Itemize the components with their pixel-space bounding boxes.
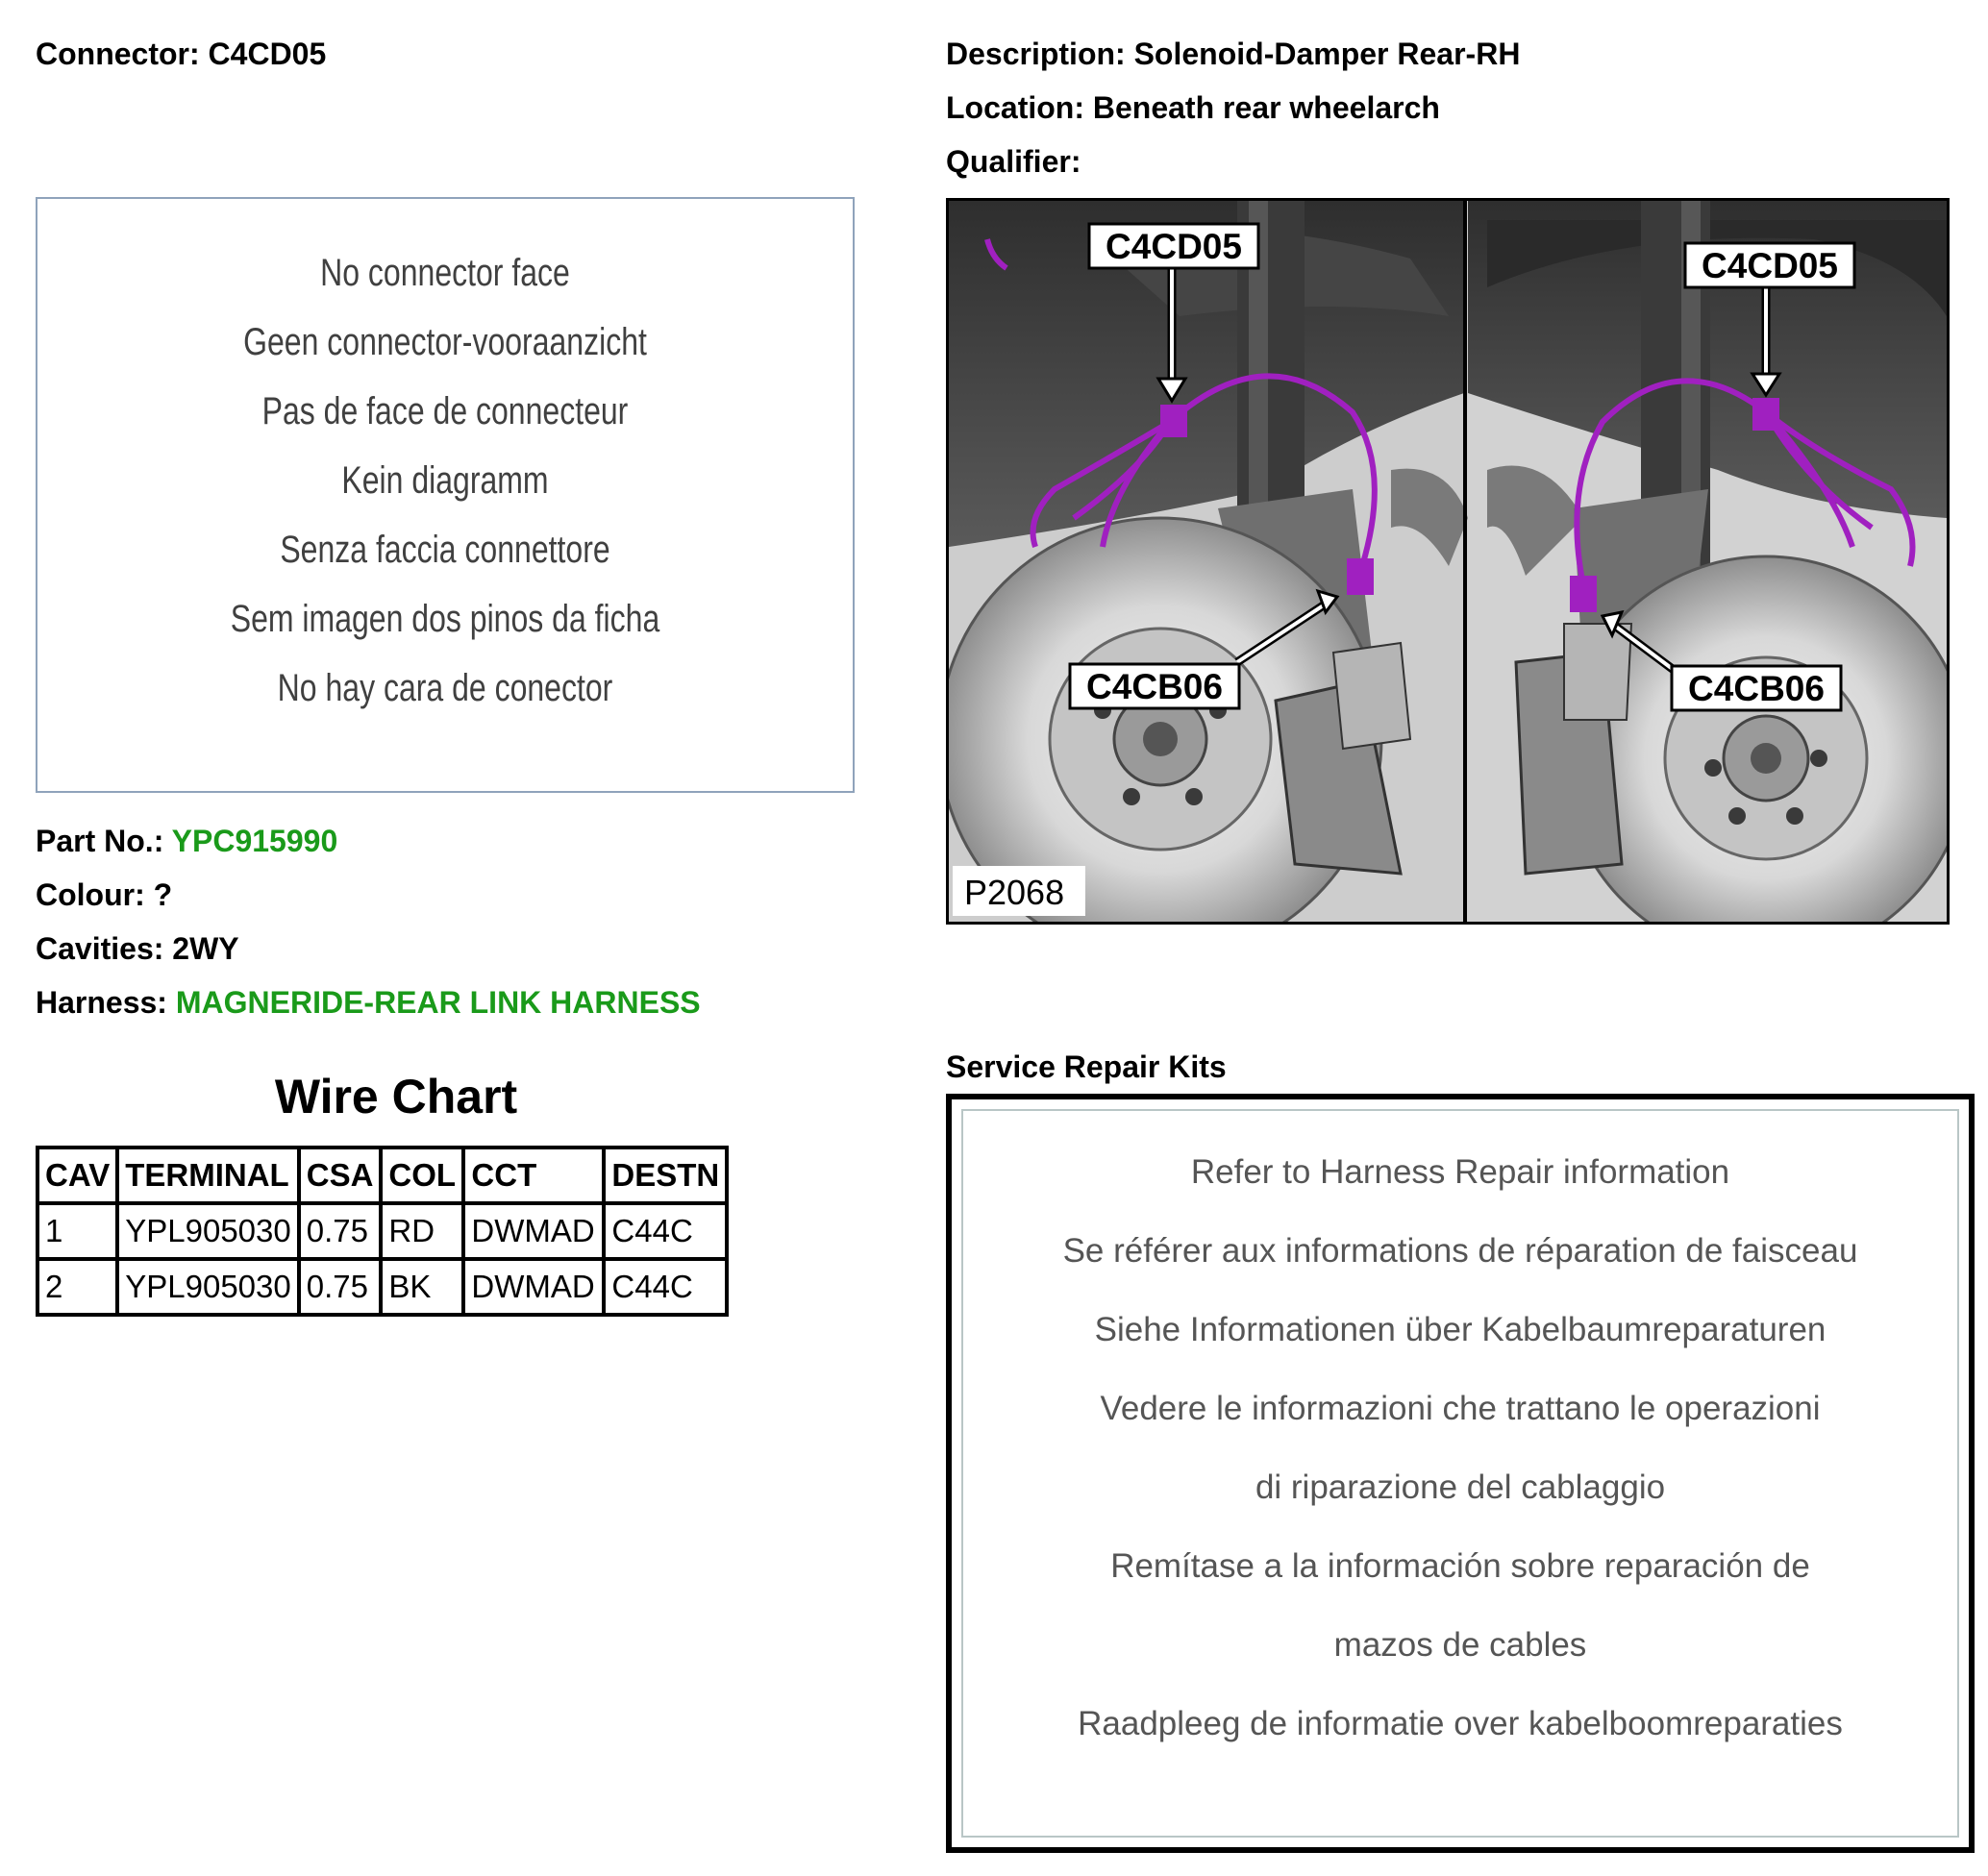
callout-label: C4CB06 (1086, 667, 1223, 706)
right-view (1468, 201, 1947, 922)
part-no-row: Part No.: YPC915990 (36, 824, 338, 858)
no-face-line: Sem imagen dos pinos da ficha (230, 598, 660, 640)
connector-header: Connector: C4CD05 (36, 37, 327, 71)
wire-chart-header-row (37, 1148, 727, 1203)
cell-cct: DWMAD (463, 1259, 604, 1315)
wire-chart-table (36, 1146, 729, 1317)
col-header-destn: DESTN (604, 1148, 727, 1203)
col-header-cav: CAV (37, 1148, 117, 1203)
repair-info-line: mazos de cables (1333, 1626, 1587, 1664)
cell-csa: 0.75 (299, 1259, 382, 1315)
suspension-illustration (949, 201, 1947, 922)
cell-terminal: YPL905030 (117, 1259, 299, 1315)
connector-highlight (1160, 405, 1187, 437)
part-no-link[interactable]: YPC915990 (171, 824, 338, 858)
cell-destn: C44C (604, 1203, 727, 1259)
harness-link[interactable]: MAGNERIDE-REAR LINK HARNESS (175, 985, 701, 1020)
repair-info-line: Se référer aux informations de réparation de faisceau (1062, 1232, 1858, 1270)
cell-cct: DWMAD (463, 1203, 604, 1259)
no-connector-face-panel (36, 197, 855, 793)
repair-info-line: Refer to Harness Repair information (1190, 1153, 1730, 1191)
figure-id: P2068 (964, 873, 1065, 912)
repair-info-line: Siehe Informationen über Kabelbaumreparaturen (1094, 1311, 1826, 1348)
connector-highlight (1752, 398, 1779, 431)
colour-value: ? (153, 877, 173, 912)
connector-highlight (1570, 576, 1597, 612)
no-face-line: Pas de face de connecteur (261, 390, 629, 432)
col-header-terminal: TERMINAL (117, 1148, 299, 1203)
callout-label: C4CD05 (1702, 246, 1838, 285)
repair-info-line: di riparazione del cablaggio (1255, 1469, 1666, 1506)
colour-row: Colour: ? (36, 877, 173, 912)
col-header-cct: CCT (463, 1148, 604, 1203)
repair-info-line: Vedere le informazioni che trattano le operazioni (1100, 1390, 1821, 1427)
no-face-line: No connector face (320, 252, 570, 294)
service-repair-kits-panel (946, 1094, 1975, 1853)
left-view (949, 201, 1468, 922)
description-header: Description: Solenoid-Damper Rear-RH (946, 37, 1521, 71)
location-header: Location: Beneath rear wheelarch (946, 90, 1440, 125)
no-face-line: Kein diagramm (341, 459, 549, 502)
description-value: Solenoid-Damper Rear-RH (1133, 37, 1521, 71)
service-repair-kits-title: Service Repair Kits (946, 1049, 1227, 1084)
callout-label: C4CB06 (1688, 669, 1825, 708)
no-face-line: No hay cara de conector (277, 667, 613, 709)
cell-destn: C44C (604, 1259, 727, 1315)
cell-terminal: YPL905030 (117, 1203, 299, 1259)
cell-col: BK (381, 1259, 463, 1315)
cell-csa: 0.75 (299, 1203, 382, 1259)
cavities-value: 2WY (172, 931, 239, 966)
cell-cav: 1 (37, 1203, 117, 1259)
repair-info-line: Raadpleeg de informatie over kabelboomreparaties (1078, 1705, 1843, 1742)
location-illustration (946, 198, 1950, 925)
connector-id: C4CD05 (208, 37, 327, 71)
cavities-row: Cavities: 2WY (36, 931, 239, 966)
qualifier-header: Qualifier: (946, 144, 1081, 179)
col-header-col: COL (381, 1148, 463, 1203)
cell-col: RD (381, 1203, 463, 1259)
table-row (37, 1203, 727, 1259)
col-header-csa: CSA (299, 1148, 382, 1203)
harness-row: Harness: MAGNERIDE-REAR LINK HARNESS (36, 985, 701, 1020)
callout-label: C4CD05 (1106, 227, 1242, 266)
cell-cav: 2 (37, 1259, 117, 1315)
location-value: Beneath rear wheelarch (1092, 90, 1440, 125)
service-repair-kits-inner (961, 1109, 1959, 1838)
table-row (37, 1259, 727, 1315)
connector-highlight (1347, 558, 1374, 595)
no-face-line: Geen connector-vooraanzicht (243, 321, 647, 363)
no-face-line: Senza faccia connettore (280, 529, 610, 571)
repair-info-line: Remítase a la información sobre reparación de (1110, 1547, 1810, 1585)
wire-chart-title: Wire Chart (274, 1070, 518, 1123)
